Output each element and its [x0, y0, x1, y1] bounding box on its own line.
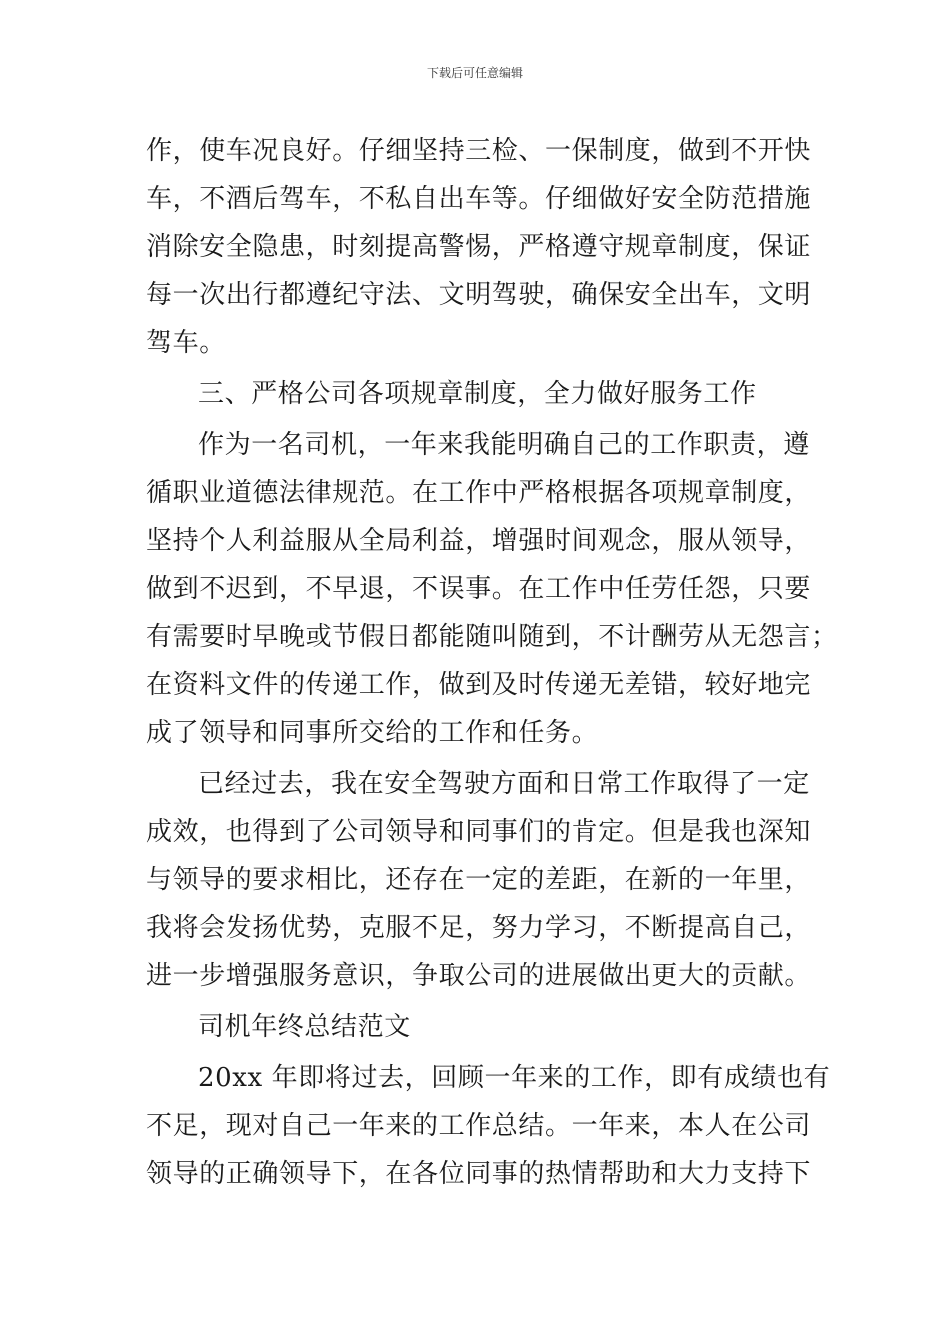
- text-line: 不足，现对自己一年来的工作总结。一年来，本人在公司: [146, 1111, 812, 1141]
- paragraph: [146, 421, 838, 757]
- document-body: [146, 127, 838, 1198]
- text-line: 成了领导和同事所交给的工作和任务。: [146, 718, 599, 748]
- paragraph: [146, 1054, 831, 1198]
- text-line: 车，不酒后驾车，不私自出车等。仔细做好安全防范措施: [146, 184, 812, 214]
- paragraph: [146, 127, 816, 367]
- text-line: 与领导的要求相比，还存在一定的差距，在新的一年里，: [146, 865, 812, 895]
- text-line: 坚持个人利益服从全局利益，增强时间观念，服从领导，: [146, 526, 812, 556]
- text-line: 司机年终总结范文: [198, 1012, 411, 1042]
- text-line: 领导的正确领导下，在各位同事的热情帮助和大力支持下: [146, 1159, 812, 1189]
- text-line: 消除安全隐患，时刻提高警惕，严格遵守规章制度，保证: [146, 232, 812, 262]
- section-heading: [146, 370, 816, 418]
- text-line: 我将会发扬优势，克服不足，努力学习，不断提高自己，: [146, 913, 812, 943]
- page-header: 下载后可任意编辑: [426, 66, 523, 80]
- text-line: 进一步增强服务意识，争取公司的进展做出更大的贡献。: [146, 961, 812, 991]
- text-line: 三、严格公司各项规章制度，全力做好服务工作: [198, 379, 757, 409]
- text-line: 有需要时早晚或节假日都能随叫随到，不计酬劳从无怨言；: [146, 622, 838, 652]
- text-line: 在资料文件的传递工作，做到及时传递无差错，较好地完: [146, 670, 812, 700]
- text-line: 循职业道德法律规范。在工作中严格根据各项规章制度，: [146, 478, 812, 508]
- text-line: 做到不迟到，不早退，不误事。在工作中任劳任怨，只要: [146, 574, 812, 604]
- text-line: 已经过去，我在安全驾驶方面和日常工作取得了一定: [198, 769, 810, 799]
- text-line: 作，使车况良好。仔细坚持三检、一保制度，做到不开快: [146, 136, 812, 166]
- text-line: 成效，也得到了公司领导和同事们的肯定。但是我也深知: [146, 817, 812, 847]
- text-line: 20xx 年即将过去，回顾一年来的工作，即有成绩也有: [198, 1063, 831, 1093]
- text-line: 作为一名司机，一年来我能明确自己的工作职责，遵: [198, 430, 810, 460]
- text-line: 驾车。: [146, 328, 226, 358]
- paragraph: [146, 760, 816, 1000]
- text-line: 每一次出行都遵纪守法、文明驾驶，确保安全出车，文明: [146, 280, 812, 310]
- section-heading: [146, 1003, 816, 1051]
